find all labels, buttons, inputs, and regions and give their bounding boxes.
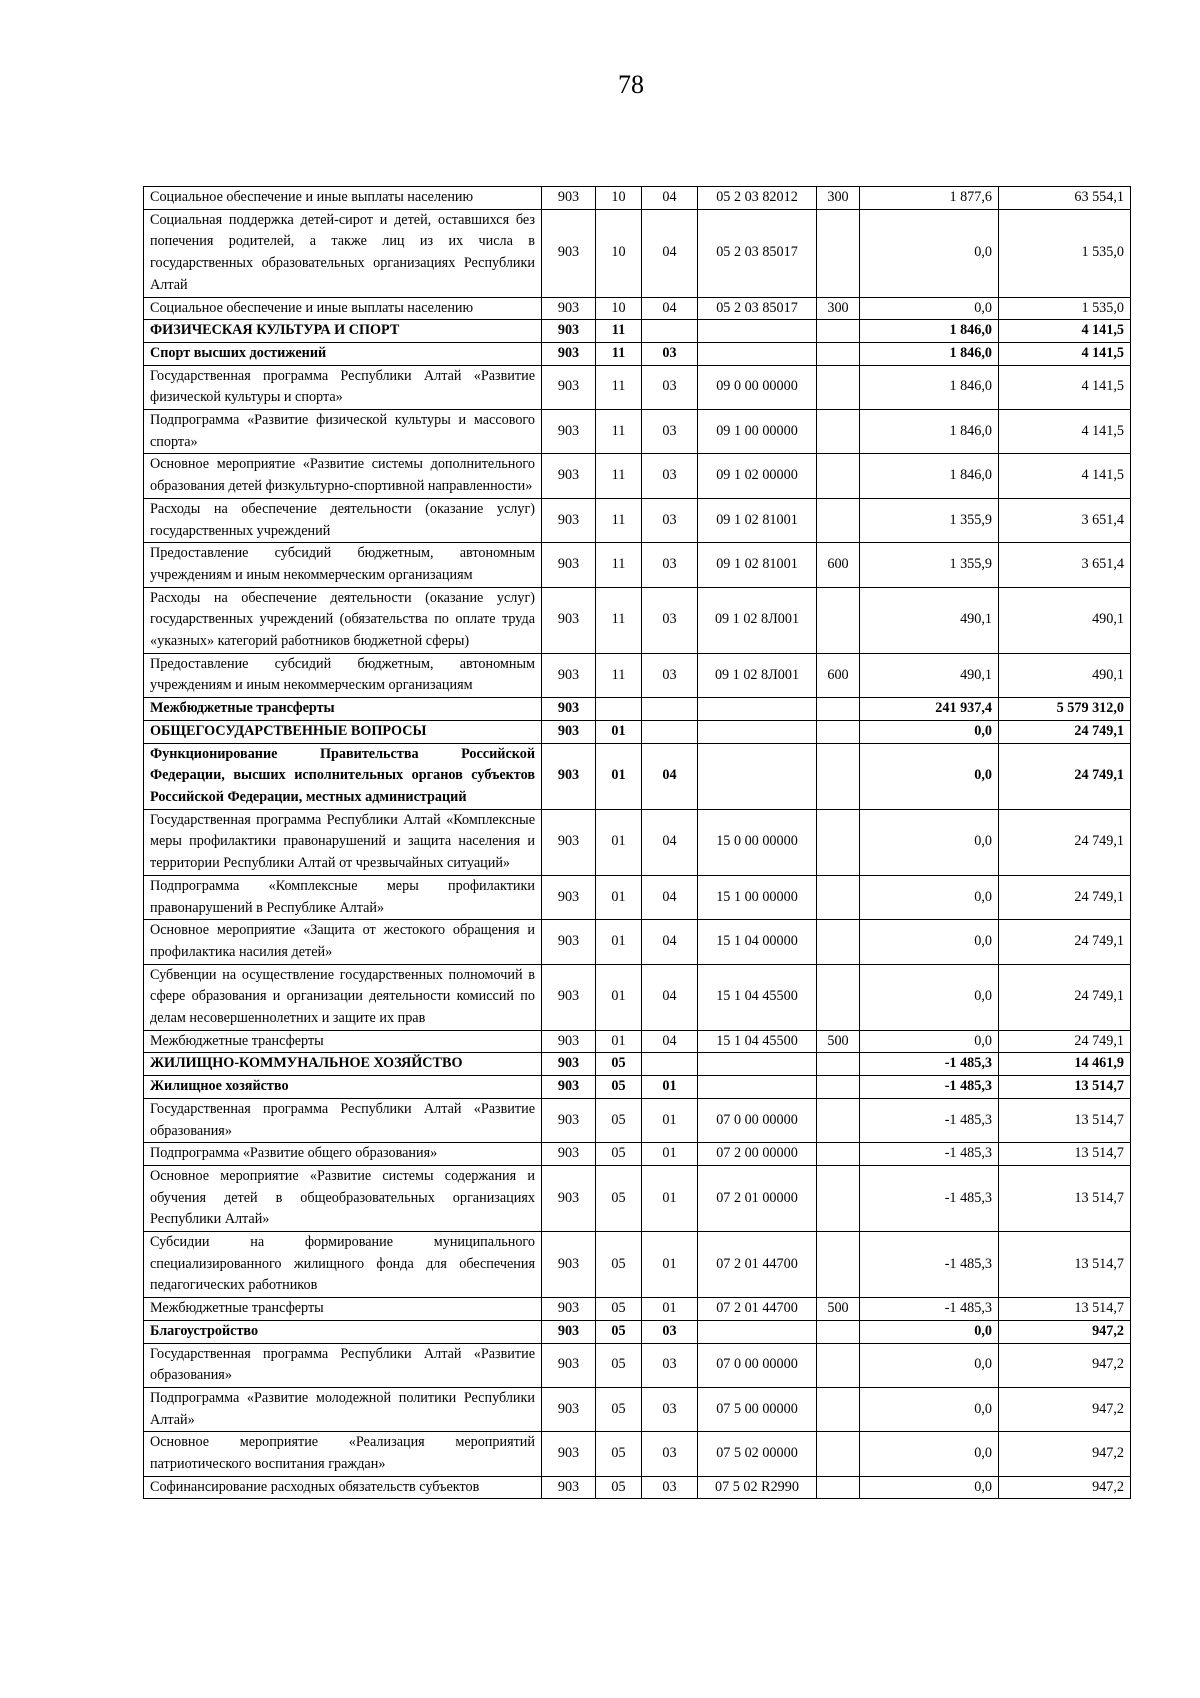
amount-change-cell: 0,0: [860, 297, 999, 320]
subsection-code-cell: [642, 720, 698, 743]
subsection-code-cell: 01: [642, 1298, 698, 1321]
amount-change-cell: 1 846,0: [860, 320, 999, 343]
budget-table: [143, 186, 1131, 1499]
target-article-cell: 15 0 00 00000: [698, 809, 817, 875]
section-code-cell: 01: [596, 920, 642, 964]
table-row: [144, 1432, 1131, 1476]
ministry-code-cell: 903: [542, 209, 596, 297]
page-number: 78: [618, 70, 644, 99]
expense-type-cell: [817, 320, 860, 343]
ministry-code-cell: 903: [542, 653, 596, 697]
ministry-code-cell: 903: [542, 342, 596, 365]
ministry-code-cell: 903: [542, 1076, 596, 1099]
table-row: [144, 720, 1131, 743]
row-name-cell: Предоставление субсидий бюджетным, автономным учреждениям и иным некоммерческим организациям: [144, 653, 542, 697]
target-article-cell: [698, 1320, 817, 1343]
ministry-code-cell: 903: [542, 1030, 596, 1053]
target-article-cell: 07 5 00 00000: [698, 1387, 817, 1431]
target-article-cell: 09 1 02 8Л001: [698, 653, 817, 697]
section-code-cell: 11: [596, 365, 642, 409]
subsection-code-cell: 03: [642, 1343, 698, 1387]
section-code-cell: 10: [596, 187, 642, 210]
table-row: [144, 1387, 1131, 1431]
expense-type-cell: [817, 809, 860, 875]
amount-change-cell: 0,0: [860, 1320, 999, 1343]
row-name-cell: Спорт высших достижений: [144, 342, 542, 365]
ministry-code-cell: 903: [542, 1143, 596, 1166]
section-code-cell: 01: [596, 875, 642, 919]
section-code-cell: 05: [596, 1076, 642, 1099]
target-article-cell: 15 1 00 00000: [698, 875, 817, 919]
amount-change-cell: -1 485,3: [860, 1298, 999, 1321]
ministry-code-cell: 903: [542, 454, 596, 498]
amount-total-cell: 947,2: [999, 1432, 1131, 1476]
table-row: [144, 543, 1131, 587]
section-code-cell: 05: [596, 1232, 642, 1298]
row-name-cell: Подпрограмма «Развитие общего образования»: [144, 1143, 542, 1166]
row-name-cell: Социальное обеспечение и иные выплаты населению: [144, 187, 542, 210]
expense-type-cell: [817, 342, 860, 365]
section-code-cell: 11: [596, 410, 642, 454]
target-article-cell: 09 0 00 00000: [698, 365, 817, 409]
subsection-code-cell: 04: [642, 809, 698, 875]
amount-total-cell: 24 749,1: [999, 964, 1131, 1030]
table-row: [144, 1165, 1131, 1231]
target-article-cell: [698, 320, 817, 343]
expense-type-cell: [817, 720, 860, 743]
section-code-cell: 01: [596, 1030, 642, 1053]
target-article-cell: 07 2 01 44700: [698, 1232, 817, 1298]
row-name-cell: Основное мероприятие «Реализация мероприятий патриотического воспитания граждан»: [144, 1432, 542, 1476]
target-article-cell: 07 2 01 00000: [698, 1165, 817, 1231]
table-row: [144, 653, 1131, 697]
expense-type-cell: [817, 209, 860, 297]
amount-total-cell: 63 554,1: [999, 187, 1131, 210]
section-code-cell: 11: [596, 454, 642, 498]
target-article-cell: 05 2 03 82012: [698, 187, 817, 210]
subsection-code-cell: 03: [642, 587, 698, 653]
table-row: [144, 875, 1131, 919]
section-code-cell: 11: [596, 320, 642, 343]
subsection-code-cell: 01: [642, 1232, 698, 1298]
table-row: [144, 743, 1131, 809]
subsection-code-cell: 01: [642, 1143, 698, 1166]
table-row: [144, 1143, 1131, 1166]
subsection-code-cell: 01: [642, 1098, 698, 1142]
section-code-cell: 05: [596, 1098, 642, 1142]
amount-change-cell: 0,0: [860, 875, 999, 919]
section-code-cell: 01: [596, 964, 642, 1030]
row-name-cell: ОБЩЕГОСУДАРСТВЕННЫЕ ВОПРОСЫ: [144, 720, 542, 743]
ministry-code-cell: 903: [542, 875, 596, 919]
amount-change-cell: 0,0: [860, 743, 999, 809]
expense-type-cell: [817, 698, 860, 721]
target-article-cell: 09 1 02 81001: [698, 498, 817, 542]
expense-type-cell: [817, 964, 860, 1030]
expense-type-cell: [817, 920, 860, 964]
expense-type-cell: 500: [817, 1030, 860, 1053]
subsection-code-cell: 04: [642, 875, 698, 919]
section-code-cell: 05: [596, 1053, 642, 1076]
table-row: [144, 809, 1131, 875]
amount-total-cell: 947,2: [999, 1476, 1131, 1499]
row-name-cell: Субвенции на осуществление государственных полномочий в сфере образования и организации деятельности комиссий по делам несовершеннолетних и защите их прав: [144, 964, 542, 1030]
target-article-cell: 07 0 00 00000: [698, 1098, 817, 1142]
target-article-cell: 07 2 01 44700: [698, 1298, 817, 1321]
table-row: [144, 365, 1131, 409]
subsection-code-cell: [642, 320, 698, 343]
amount-total-cell: 24 749,1: [999, 920, 1131, 964]
table-row: [144, 454, 1131, 498]
table-row: [144, 209, 1131, 297]
expense-type-cell: [817, 743, 860, 809]
table-row: [144, 342, 1131, 365]
subsection-code-cell: [642, 698, 698, 721]
target-article-cell: [698, 720, 817, 743]
ministry-code-cell: 903: [542, 1053, 596, 1076]
amount-total-cell: 24 749,1: [999, 720, 1131, 743]
row-name-cell: ФИЗИЧЕСКАЯ КУЛЬТУРА И СПОРТ: [144, 320, 542, 343]
row-name-cell: Государственная программа Республики Алтай «Развитие образования»: [144, 1098, 542, 1142]
expense-type-cell: 600: [817, 653, 860, 697]
target-article-cell: 09 1 00 00000: [698, 410, 817, 454]
expense-type-cell: [817, 1098, 860, 1142]
amount-change-cell: -1 485,3: [860, 1232, 999, 1298]
section-code-cell: 05: [596, 1143, 642, 1166]
subsection-code-cell: 04: [642, 743, 698, 809]
target-article-cell: 09 1 02 81001: [698, 543, 817, 587]
target-article-cell: [698, 342, 817, 365]
ministry-code-cell: 903: [542, 1298, 596, 1321]
ministry-code-cell: 903: [542, 698, 596, 721]
row-name-cell: Жилищное хозяйство: [144, 1076, 542, 1099]
table-row: [144, 1030, 1131, 1053]
row-name-cell: Основное мероприятие «Развитие системы дополнительного образования детей физкультурно-спортивной направленности»: [144, 454, 542, 498]
ministry-code-cell: 903: [542, 1387, 596, 1431]
amount-change-cell: 1 355,9: [860, 498, 999, 542]
target-article-cell: 15 1 04 00000: [698, 920, 817, 964]
section-code-cell: 11: [596, 342, 642, 365]
expense-type-cell: [817, 1320, 860, 1343]
expense-type-cell: [817, 587, 860, 653]
ministry-code-cell: 903: [542, 498, 596, 542]
section-code-cell: 10: [596, 209, 642, 297]
row-name-cell: Функционирование Правительства Российской Федерации, высших исполнительных органов субъектов Российской Федерации, местных администраций: [144, 743, 542, 809]
amount-total-cell: 947,2: [999, 1343, 1131, 1387]
row-name-cell: Государственная программа Республики Алтай «Развитие образования»: [144, 1343, 542, 1387]
subsection-code-cell: 04: [642, 209, 698, 297]
amount-change-cell: 1 355,9: [860, 543, 999, 587]
amount-total-cell: 24 749,1: [999, 875, 1131, 919]
subsection-code-cell: 04: [642, 297, 698, 320]
amount-total-cell: 4 141,5: [999, 410, 1131, 454]
expense-type-cell: [817, 1165, 860, 1231]
target-article-cell: 09 1 02 00000: [698, 454, 817, 498]
amount-change-cell: 1 877,6: [860, 187, 999, 210]
amount-change-cell: 241 937,4: [860, 698, 999, 721]
amount-total-cell: 4 141,5: [999, 454, 1131, 498]
table-row: [144, 1343, 1131, 1387]
section-code-cell: [596, 698, 642, 721]
amount-total-cell: 490,1: [999, 653, 1131, 697]
table-row: [144, 1320, 1131, 1343]
row-name-cell: Основное мероприятие «Защита от жестокого обращения и профилактика насилия детей»: [144, 920, 542, 964]
amount-total-cell: 1 535,0: [999, 297, 1131, 320]
amount-change-cell: 0,0: [860, 1432, 999, 1476]
section-code-cell: 05: [596, 1387, 642, 1431]
subsection-code-cell: 03: [642, 1476, 698, 1499]
amount-total-cell: 5 579 312,0: [999, 698, 1131, 721]
ministry-code-cell: 903: [542, 1165, 596, 1231]
expense-type-cell: 600: [817, 543, 860, 587]
expense-type-cell: [817, 1232, 860, 1298]
amount-change-cell: 1 846,0: [860, 454, 999, 498]
amount-change-cell: 0,0: [860, 1030, 999, 1053]
row-name-cell: Субсидии на формирование муниципального специализированного жилищного фонда для обеспечения педагогических работников: [144, 1232, 542, 1298]
subsection-code-cell: 04: [642, 187, 698, 210]
amount-change-cell: 0,0: [860, 809, 999, 875]
table-row: [144, 920, 1131, 964]
table-row: [144, 1076, 1131, 1099]
subsection-code-cell: 03: [642, 1320, 698, 1343]
target-article-cell: [698, 743, 817, 809]
target-article-cell: 15 1 04 45500: [698, 964, 817, 1030]
subsection-code-cell: 04: [642, 920, 698, 964]
amount-total-cell: 24 749,1: [999, 1030, 1131, 1053]
subsection-code-cell: 04: [642, 1030, 698, 1053]
ministry-code-cell: 903: [542, 365, 596, 409]
row-name-cell: Подпрограмма «Комплексные меры профилактики правонарушений в Республике Алтай»: [144, 875, 542, 919]
amount-change-cell: -1 485,3: [860, 1143, 999, 1166]
amount-change-cell: -1 485,3: [860, 1053, 999, 1076]
row-name-cell: Государственная программа Республики Алтай «Комплексные меры профилактики правонарушений и защита населения и территории Республики Алтай от чрезвычайных ситуаций»: [144, 809, 542, 875]
table-row: [144, 320, 1131, 343]
table-body: [144, 187, 1131, 1499]
expense-type-cell: [817, 365, 860, 409]
ministry-code-cell: 903: [542, 1232, 596, 1298]
amount-change-cell: 0,0: [860, 720, 999, 743]
amount-total-cell: 13 514,7: [999, 1298, 1131, 1321]
ministry-code-cell: 903: [542, 920, 596, 964]
amount-total-cell: 3 651,4: [999, 498, 1131, 542]
section-code-cell: 11: [596, 653, 642, 697]
target-article-cell: 07 0 00 00000: [698, 1343, 817, 1387]
expense-type-cell: [817, 1387, 860, 1431]
table-row: [144, 1053, 1131, 1076]
ministry-code-cell: 903: [542, 1320, 596, 1343]
amount-change-cell: 1 846,0: [860, 342, 999, 365]
amount-change-cell: -1 485,3: [860, 1076, 999, 1099]
amount-total-cell: 24 749,1: [999, 809, 1131, 875]
expense-type-cell: [817, 1432, 860, 1476]
row-name-cell: Межбюджетные трансферты: [144, 698, 542, 721]
section-code-cell: 11: [596, 543, 642, 587]
ministry-code-cell: 903: [542, 410, 596, 454]
target-article-cell: 09 1 02 8Л001: [698, 587, 817, 653]
ministry-code-cell: 903: [542, 297, 596, 320]
amount-total-cell: 4 141,5: [999, 320, 1131, 343]
table-row: [144, 410, 1131, 454]
subsection-code-cell: [642, 1053, 698, 1076]
ministry-code-cell: 903: [542, 1432, 596, 1476]
subsection-code-cell: 03: [642, 410, 698, 454]
amount-total-cell: 13 514,7: [999, 1098, 1131, 1142]
row-name-cell: Благоустройство: [144, 1320, 542, 1343]
subsection-code-cell: 03: [642, 365, 698, 409]
target-article-cell: [698, 698, 817, 721]
section-code-cell: 11: [596, 498, 642, 542]
target-article-cell: 07 5 02 R2990: [698, 1476, 817, 1499]
amount-total-cell: 3 651,4: [999, 543, 1131, 587]
ministry-code-cell: 903: [542, 1098, 596, 1142]
expense-type-cell: [817, 1476, 860, 1499]
amount-total-cell: 24 749,1: [999, 743, 1131, 809]
row-name-cell: Подпрограмма «Развитие физической культуры и массового спорта»: [144, 410, 542, 454]
amount-total-cell: 14 461,9: [999, 1053, 1131, 1076]
amount-change-cell: 0,0: [860, 920, 999, 964]
row-name-cell: Расходы на обеспечение деятельности (оказание услуг) государственных учреждений: [144, 498, 542, 542]
subsection-code-cell: 03: [642, 543, 698, 587]
table-row: [144, 1232, 1131, 1298]
amount-change-cell: -1 485,3: [860, 1098, 999, 1142]
section-code-cell: 05: [596, 1165, 642, 1231]
target-article-cell: 05 2 03 85017: [698, 209, 817, 297]
amount-change-cell: 0,0: [860, 209, 999, 297]
expense-type-cell: [817, 454, 860, 498]
row-name-cell: Межбюджетные трансферты: [144, 1030, 542, 1053]
amount-change-cell: 490,1: [860, 587, 999, 653]
table-row: [144, 1098, 1131, 1142]
table-row: [144, 187, 1131, 210]
section-code-cell: 05: [596, 1343, 642, 1387]
row-name-cell: Подпрограмма «Развитие молодежной политики Республики Алтай»: [144, 1387, 542, 1431]
amount-change-cell: 490,1: [860, 653, 999, 697]
ministry-code-cell: 903: [542, 187, 596, 210]
expense-type-cell: [817, 410, 860, 454]
ministry-code-cell: 903: [542, 587, 596, 653]
expense-type-cell: [817, 875, 860, 919]
section-code-cell: 11: [596, 587, 642, 653]
row-name-cell: Государственная программа Республики Алтай «Развитие физической культуры и спорта»: [144, 365, 542, 409]
table-row: [144, 498, 1131, 542]
amount-change-cell: -1 485,3: [860, 1165, 999, 1231]
table-row: [144, 698, 1131, 721]
amount-total-cell: 4 141,5: [999, 365, 1131, 409]
amount-total-cell: 13 514,7: [999, 1232, 1131, 1298]
subsection-code-cell: 03: [642, 342, 698, 365]
ministry-code-cell: 903: [542, 964, 596, 1030]
subsection-code-cell: 03: [642, 1432, 698, 1476]
expense-type-cell: 300: [817, 187, 860, 210]
section-code-cell: 05: [596, 1320, 642, 1343]
target-article-cell: [698, 1053, 817, 1076]
row-name-cell: Межбюджетные трансферты: [144, 1298, 542, 1321]
subsection-code-cell: 03: [642, 454, 698, 498]
section-code-cell: 01: [596, 743, 642, 809]
table-row: [144, 587, 1131, 653]
amount-total-cell: 4 141,5: [999, 342, 1131, 365]
amount-total-cell: 13 514,7: [999, 1143, 1131, 1166]
target-article-cell: 05 2 03 85017: [698, 297, 817, 320]
table-row: [144, 964, 1131, 1030]
amount-total-cell: 1 535,0: [999, 209, 1131, 297]
amount-change-cell: 0,0: [860, 1343, 999, 1387]
amount-total-cell: 13 514,7: [999, 1165, 1131, 1231]
expense-type-cell: [817, 1143, 860, 1166]
section-code-cell: 10: [596, 297, 642, 320]
subsection-code-cell: 03: [642, 498, 698, 542]
row-name-cell: Социальное обеспечение и иные выплаты населению: [144, 297, 542, 320]
amount-total-cell: 13 514,7: [999, 1076, 1131, 1099]
row-name-cell: Социальная поддержка детей-сирот и детей, оставшихся без попечения родителей, а также лиц из их числа в государственных образовательных организациях Республики Алтай: [144, 209, 542, 297]
amount-change-cell: 0,0: [860, 964, 999, 1030]
subsection-code-cell: 03: [642, 1387, 698, 1431]
amount-change-cell: 1 846,0: [860, 410, 999, 454]
ministry-code-cell: 903: [542, 720, 596, 743]
section-code-cell: 01: [596, 720, 642, 743]
section-code-cell: 05: [596, 1298, 642, 1321]
subsection-code-cell: 03: [642, 653, 698, 697]
expense-type-cell: 500: [817, 1298, 860, 1321]
section-code-cell: 01: [596, 809, 642, 875]
ministry-code-cell: 903: [542, 1343, 596, 1387]
ministry-code-cell: 903: [542, 543, 596, 587]
amount-change-cell: 0,0: [860, 1476, 999, 1499]
amount-change-cell: 1 846,0: [860, 365, 999, 409]
table-row: [144, 297, 1131, 320]
row-name-cell: Основное мероприятие «Развитие системы содержания и обучения детей в общеобразовательных организациях Республики Алтай»: [144, 1165, 542, 1231]
section-code-cell: 05: [596, 1476, 642, 1499]
ministry-code-cell: 903: [542, 743, 596, 809]
expense-type-cell: [817, 1053, 860, 1076]
row-name-cell: ЖИЛИЩНО-КОММУНАЛЬНОЕ ХОЗЯЙСТВО: [144, 1053, 542, 1076]
amount-total-cell: 490,1: [999, 587, 1131, 653]
amount-total-cell: 947,2: [999, 1387, 1131, 1431]
amount-change-cell: 0,0: [860, 1387, 999, 1431]
subsection-code-cell: 04: [642, 964, 698, 1030]
ministry-code-cell: 903: [542, 320, 596, 343]
subsection-code-cell: 01: [642, 1165, 698, 1231]
row-name-cell: Предоставление субсидий бюджетным, автономным учреждениям и иным некоммерческим организациям: [144, 543, 542, 587]
table-row: [144, 1476, 1131, 1499]
expense-type-cell: 300: [817, 297, 860, 320]
row-name-cell: Расходы на обеспечение деятельности (оказание услуг) государственных учреждений (обязательства по оплате труда «указных» категорий работников бюджетной сферы): [144, 587, 542, 653]
table-row: [144, 1298, 1131, 1321]
target-article-cell: [698, 1076, 817, 1099]
subsection-code-cell: 01: [642, 1076, 698, 1099]
ministry-code-cell: 903: [542, 809, 596, 875]
row-name-cell: Софинансирование расходных обязательств субъектов: [144, 1476, 542, 1499]
expense-type-cell: [817, 498, 860, 542]
target-article-cell: 07 2 00 00000: [698, 1143, 817, 1166]
ministry-code-cell: 903: [542, 1476, 596, 1499]
expense-type-cell: [817, 1076, 860, 1099]
amount-total-cell: 947,2: [999, 1320, 1131, 1343]
section-code-cell: 05: [596, 1432, 642, 1476]
target-article-cell: 15 1 04 45500: [698, 1030, 817, 1053]
expense-type-cell: [817, 1343, 860, 1387]
target-article-cell: 07 5 02 00000: [698, 1432, 817, 1476]
